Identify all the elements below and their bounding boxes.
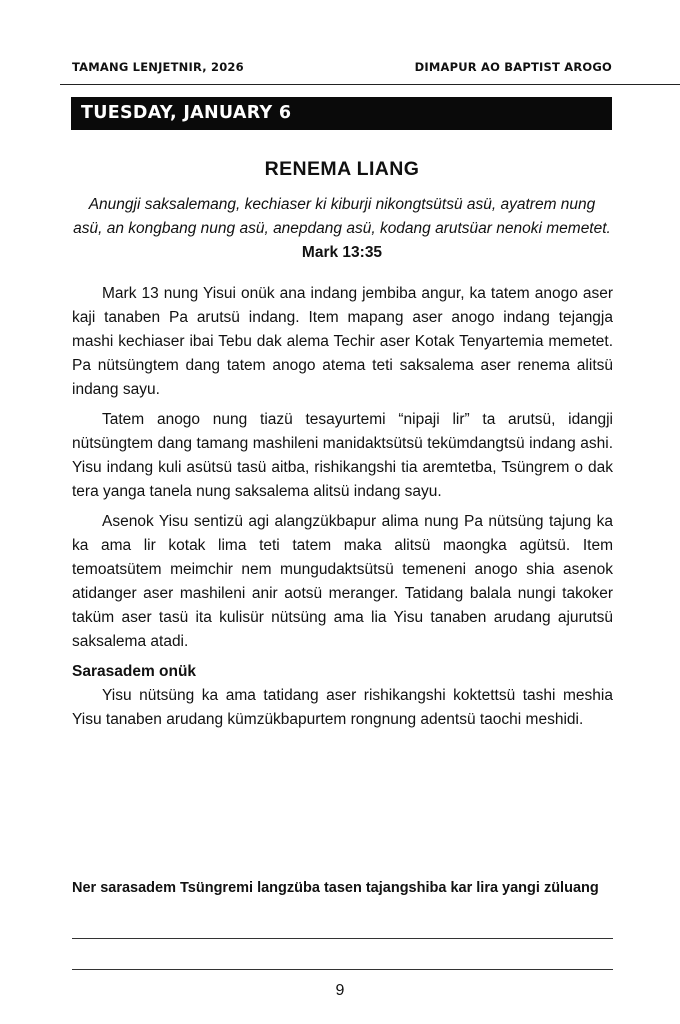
devotional-body [72,282,613,738]
header-left: TAMANG LENJETNIR, 2026 [72,60,244,74]
verse-reference: Mark 13:35 [301,244,383,261]
header-right: DIMAPUR AO BAPTIST AROGO [414,60,612,74]
paragraph-3: Asenok Yisu sentizü agi alangzükbapur alima nung Pa nütsüng tajung ka ka ama lir kotak lima teti tatem maka alitsü maongka agütsü. Item temoatsütem meimchir nem mungudaktsütsü temeneni anogo shia asenok atidanger aser mashileni anir aotsü meranger. Tatidang balala nungi takoker taküm aser tasü ita kulisür nütsüng ama lia Yisu tanaben arudang ajurutsü saksalema atadi. [72,513,613,650]
verse-text: Anungji saksalemang, kechiaser ki kiburji nikongtsütsü asü, ayatrem nung asü, an kongbang nung asü, anepdang asü, kodang arutsüar nenoki memetet. [73,196,611,237]
page-title: RENEMA LIANG [264,158,420,180]
date-banner: TUESDAY, JANUARY 6 [71,97,612,130]
paragraph-1: Mark 13 nung Yisui onük ana indang jembiba angur, ka tatem anogo aser kaji tanaben Pa arutsü indang. Item mapang aser anogo indang tejangja mashi kechiaser ibai Tebu dak alema Techir aser Kotak Tenyartemia memetet. Pa nütsüngtem dang tatem anogo atema teti saksalema aser renema alitsü indang sayu. [72,285,613,398]
closing-paragraph: Yisu nütsüng ka ama tatidang aser rishikangshi koktettsü tashi meshia Yisu tanaben arudang kümzükbapurtem rongnung adentsü taochi meshidi. [72,687,613,728]
paragraph-2: Tatem anogo nung tiazü tesayurtemi “nipaji lir” ta arutsü, idangji nütsüngtem dang tamang mashileni manidaktsütsü tekümdangtsü indang ashi. Yisu indang kuli asütsü tasü aitba, rishikangshi tia aremtetba, Tsüngrem o dak tera yanga tanela nung saksalema alitsü indang sayu. [72,411,613,500]
page-number: 9 [335,982,345,999]
header-rule [60,84,680,85]
subheading: Sarasadem onük [72,663,197,680]
running-header [72,60,612,74]
writing-line-1[interactable] [72,938,613,939]
reflection-prompt: Ner sarasadem Tsüngremi langzüba tasen tajangshiba kar lira yangi züluang [72,880,599,896]
writing-line-2[interactable] [72,969,613,970]
scripture-verse [72,193,612,265]
